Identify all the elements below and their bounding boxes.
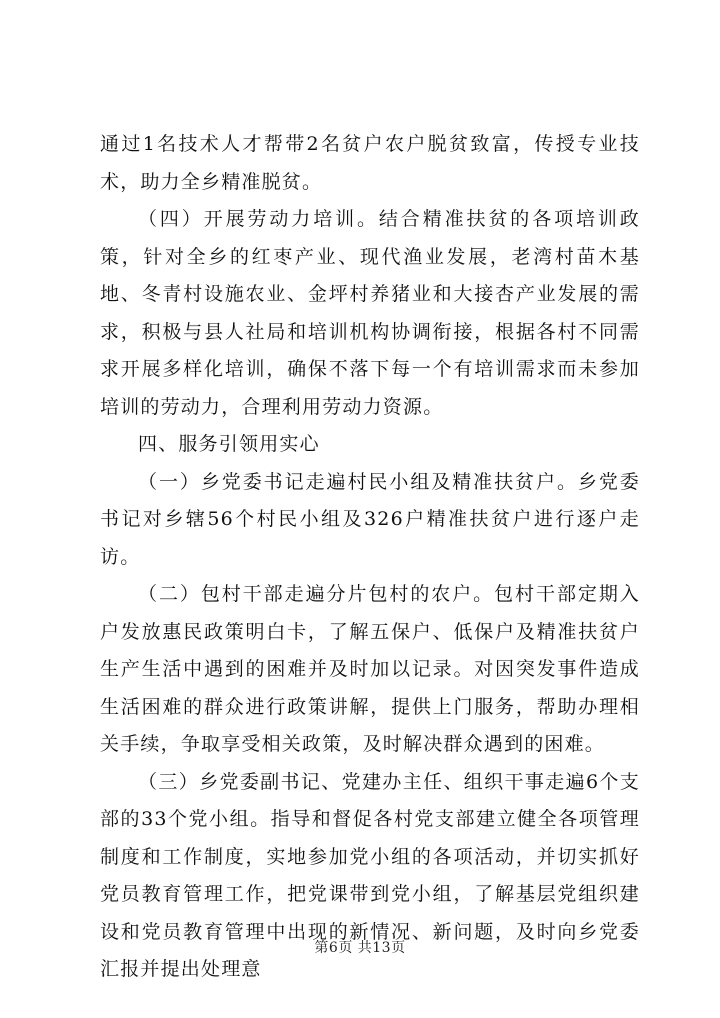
document-body — [100, 126, 640, 989]
page-number-footer: 第6页 共13页 — [314, 940, 406, 956]
paragraph-party-secretary: （一）乡党委书记走遍村民小组及精准扶贫户。乡党委书记对乡辖56个村民小组及326户精准扶贫户进行逐户走访。 — [100, 470, 640, 568]
paragraph-continuation: 通过1名技术人才帮带2名贫户农户脱贫致富，传授专业技术，助力全乡精准脱贫。 — [100, 133, 640, 193]
paragraph-labor-training: （四）开展劳动力培训。结合精准扶贫的各项培训政策，针对全乡的红枣产业、现代渔业发展，老湾村苗木基地、冬青村设施农业、金坪村养猪业和大接杏产业发展的需求，积极与县人社局和培训机构协调衔接，根据各村不同需求开展多样化培训，确保不落下每一个有培训需求而未参加培训的劳动力，合理利用劳动力资源。 — [100, 208, 640, 418]
paragraph-deputy-secretary: （三）乡党委副书记、党建办主任、组织干事走遍6个支部的33个党小组。指导和督促各村党支部建立健全各项管理制度和工作制度，实地参加党小组的各项活动，并切实抓好党员教育管理工作，把党课带到党小组，了解基层党组织建设和党员教育管理中出现的新情况、新问题，及时向乡党委汇报并提出处理意 — [100, 770, 640, 980]
section-heading-service: 四、服务引领用实心 — [138, 433, 320, 455]
paragraph-village-cadres: （二）包村干部走遍分片包村的农户。包村干部定期入户发放惠民政策明白卡，了解五保户、低保户及精准扶贫户生产生活中遇到的困难并及时加以记录。对因突发事件造成生活困难的群众进行政策讲解，提供上门服务，帮助办理相关手续，争取享受相关政策，及时解决群众遇到的困难。 — [100, 583, 640, 755]
